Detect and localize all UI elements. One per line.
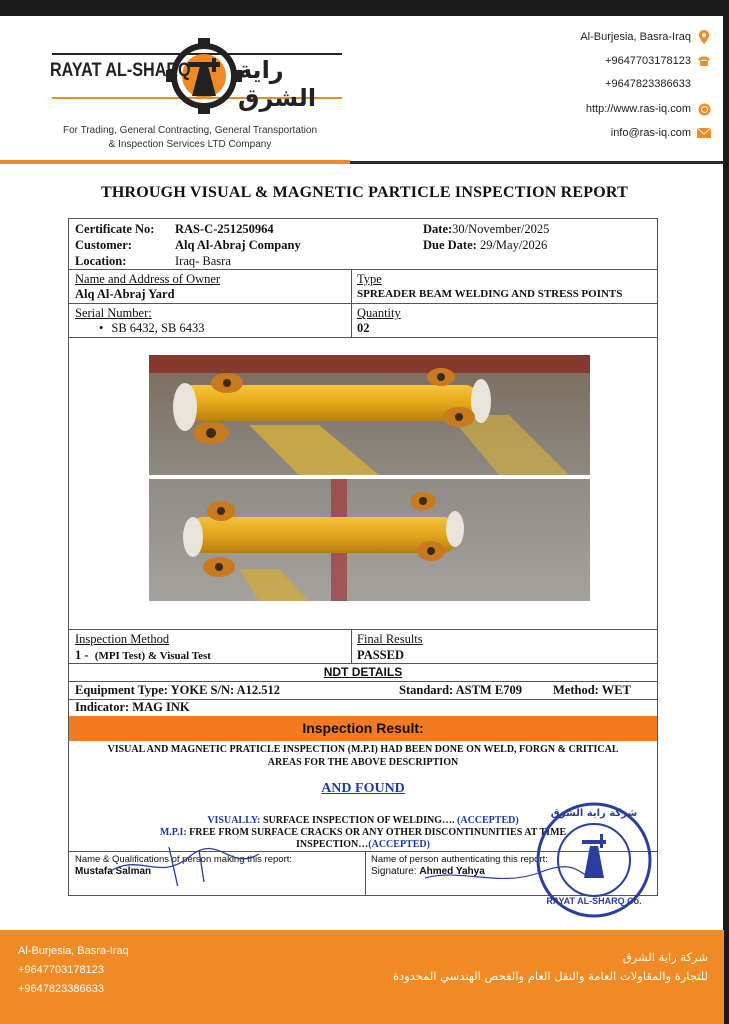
mpi-status: (ACCEPTED) (368, 839, 430, 850)
serial-label: Serial Number: (75, 306, 152, 320)
serial-value: SB 6432, SB 6433 (111, 321, 205, 335)
mpi-label: M.P.I: (159, 827, 187, 838)
customer-value: Alq Al-Abraj Company (175, 238, 301, 252)
bullet-icon: • (99, 321, 104, 335)
column-divider-2 (351, 630, 352, 664)
company-logo (42, 26, 362, 126)
header-divider-orange (0, 160, 350, 164)
serial-quantity-row (69, 304, 657, 338)
and-found-heading: AND FOUND (321, 781, 405, 796)
certificate-number: RAS-C-251250964 (175, 222, 274, 236)
logo-text-ar: راية الشرق (238, 56, 317, 112)
inspector-signature (99, 842, 299, 886)
contact-phone-2 (605, 78, 691, 90)
web-icon (697, 102, 711, 116)
method-results-row (69, 630, 657, 664)
location-value: Iraq- Basra (175, 254, 231, 268)
method-label: Inspection Method (75, 632, 170, 646)
report-title: THROUGH VISUAL & MAGNETIC PARTICLE INSPECTION REPORT (101, 184, 628, 201)
tagline-line-2: & Inspection Services LTD Company (108, 139, 272, 150)
result-text-1: VISUAL AND MAGNETIC PRATICLE INSPECTION (M.P.I) HAD BEEN DONE ON WELD, FORGN & CRITICAL (107, 744, 619, 755)
method-value-wrap (75, 648, 211, 663)
equipment-row (69, 682, 657, 700)
contact-website-link[interactable]: http://www.ras-iq.com (585, 103, 691, 115)
equipment-type: Equipment Type: YOKE S/N: A12.512 (75, 683, 281, 697)
due-date-value: 29/May/2026 (479, 238, 548, 252)
indicator: Indicator: MAG INK (75, 700, 190, 714)
date-value: 30/November/2025 (452, 222, 550, 236)
ndt-title: NDT DETAILS (323, 665, 403, 679)
inspector-name: Mustafa Salman (75, 866, 152, 877)
final-results-label: Final Results (357, 632, 423, 646)
inspector-label: Name & Qualifications of person making this report: (75, 854, 293, 865)
owner-value: Alq Al-Abraj Yard (75, 287, 175, 301)
spreader-beam-photo-1 (149, 355, 590, 475)
visually-label: VISUALLY: (207, 815, 261, 826)
auth-name: Ahmed Yahya (419, 866, 485, 877)
result-text-2: AREAS FOR THE ABOVE DESCRIPTION (267, 757, 459, 768)
footer-address: Al-Burjesia, Basra-Iraq (18, 945, 129, 957)
date-label: Date: (423, 222, 453, 236)
contact-email[interactable] (611, 126, 711, 140)
visually-text: SURFACE INSPECTION OF WELDING…. (263, 815, 455, 826)
method-wet: Method: WET (553, 683, 631, 697)
quantity-label: Quantity (357, 306, 401, 320)
quantity-value: 02 (357, 321, 370, 335)
contact-email-link[interactable]: info@ras-iq.com (610, 127, 691, 139)
owner-type-row (69, 270, 657, 304)
result-description (69, 743, 657, 769)
standard: Standard: ASTM E709 (399, 683, 522, 697)
final-results-value: PASSED (357, 648, 405, 662)
certificate-label: Certificate No: (75, 222, 155, 236)
stamp-text-top: شركة راية الشرق (550, 808, 638, 819)
auth-signature-label: Signature: (371, 866, 417, 877)
mpi-text-2: INSPECTION… (296, 839, 369, 850)
footer-phone-2: +9647823386633 (18, 983, 104, 995)
contact-phone-1-text: +9647703178123 (605, 55, 691, 67)
date-field (423, 222, 549, 237)
indicator-row (69, 700, 657, 716)
contact-address (580, 30, 711, 44)
location-icon (697, 30, 711, 44)
footer (0, 930, 724, 1024)
auth-label: Name of person authenticating this report: (371, 854, 548, 865)
ndt-title-row (69, 664, 657, 682)
location-label: Location: (75, 254, 127, 268)
certificate-block (69, 219, 657, 270)
tagline-line-1: For Trading, General Contracting, General Transportation (62, 125, 318, 136)
footer-arabic (393, 948, 708, 986)
footer-ar-line-1: شركة راية الشرق (622, 950, 708, 964)
visually-status: (ACCEPTED) (457, 815, 519, 826)
footer-phone-1: +9647703178123 (18, 964, 104, 976)
top-bar (0, 0, 724, 16)
contact-phone-2-text: +9647823386633 (605, 78, 691, 90)
inspection-result-title: Inspection Result: (69, 716, 657, 741)
company-stamp (532, 800, 656, 920)
footer-ar-line-2: للتجارة والمقاولات العامة والنقل العام والفحص الهندسي المحدودة (392, 969, 708, 983)
phone-icon (697, 54, 711, 68)
type-label: Type (357, 272, 382, 286)
due-date-label: Due Date: (423, 238, 477, 252)
stamp-text-bottom: RAYAT AL-SHARQ Co. (546, 896, 642, 906)
right-edge-bar (723, 0, 729, 1024)
signature-divider (365, 851, 366, 895)
method-value: (MPI Test) & Visual Test (94, 650, 211, 662)
serial-item (99, 321, 204, 336)
footer-contact (18, 942, 129, 999)
contact-website[interactable] (586, 102, 711, 116)
customer-label: Customer: (75, 238, 132, 252)
mail-icon (697, 126, 711, 140)
method-prefix: 1 - (75, 648, 89, 662)
mpi-text: FREE FROM SURFACE CRACKS OR ANY OTHER DISCONTINUNITIES AT TIME (189, 827, 567, 838)
photo-section (69, 338, 657, 630)
header-divider-dark (350, 161, 724, 164)
report-frame (68, 218, 658, 896)
contact-address-text: Al-Burjesia, Basra-Iraq (580, 31, 691, 43)
company-tagline (30, 124, 350, 152)
spreader-beam-photo-2 (149, 479, 590, 601)
due-date-field (423, 238, 547, 253)
owner-label: Name and Address of Owner (75, 272, 221, 286)
contact-phone-1 (605, 54, 711, 68)
type-value: SPREADER BEAM WELDING AND STRESS POINTS (357, 288, 623, 300)
logo-text-en: RAYAT AL-SHARQ (50, 60, 191, 81)
